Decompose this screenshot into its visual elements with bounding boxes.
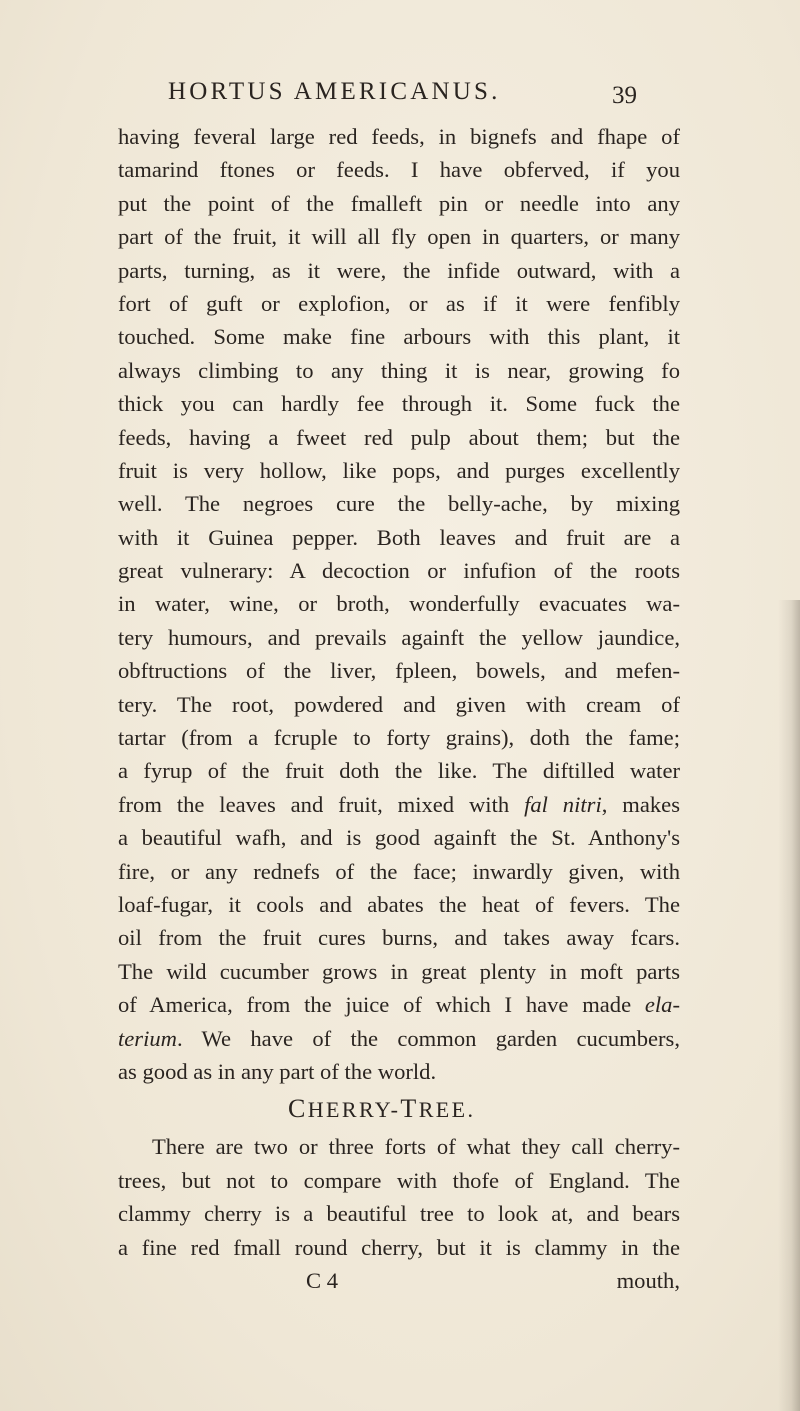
text-line: [118, 287, 680, 320]
signature-mark: C 4: [306, 1267, 339, 1293]
line-text: fort of guft or explofion, or as if it were fenfibly: [118, 290, 680, 316]
line-text: put the point of the fmalleft pin or needle into any: [118, 190, 680, 216]
text-line: [118, 454, 680, 487]
text-line: [118, 1231, 680, 1264]
text-line: [118, 988, 680, 1021]
text-line: [118, 487, 680, 520]
text-line: [118, 1022, 680, 1055]
text-line: [118, 621, 680, 654]
heading-initial: C: [288, 1094, 308, 1124]
text-line: [118, 521, 680, 554]
line-text: a fine red fmall round cherry, but it is clammy in the: [118, 1234, 680, 1260]
page-header: [168, 78, 668, 112]
line-text-after: . We have of the common garden cucumbers,: [177, 1025, 680, 1051]
line-text: oil from the fruit cures burns, and takes away fcars.: [118, 925, 680, 951]
line-text-after: , makes: [601, 791, 680, 817]
text-line: [118, 254, 680, 287]
text-line: [118, 821, 680, 854]
line-text: fire, or any rednefs of the face; inwardly given, with: [118, 858, 680, 884]
text-line: [118, 587, 680, 620]
text-line: [118, 554, 680, 587]
line-text: tery humours, and prevails againft the yellow jaundice,: [118, 624, 680, 650]
paragraph-cherry-tree: [118, 1130, 680, 1264]
running-title: HORTUS AMERICANUS.: [168, 78, 501, 105]
text-line: [118, 320, 680, 353]
line-italic-text: ela-: [644, 992, 680, 1018]
line-text: as good as in any part of the world.: [118, 1058, 437, 1084]
line-text: The wild cucumber grows in great plenty in moft parts: [118, 958, 680, 984]
text-line: [118, 921, 680, 954]
line-text: from the leaves and fruit, mixed with: [118, 791, 525, 817]
text-line: [118, 1055, 680, 1088]
line-italic-text: fal nitri: [524, 791, 602, 817]
section-heading-cherry-tree: [118, 1088, 680, 1130]
text-line: [118, 721, 680, 754]
line-text: well. The negroes cure the belly-ache, by mixing: [118, 491, 680, 517]
paragraph-wild-cucumber: [118, 120, 680, 1088]
line-text: tamarind ftones or feeds. I have obferved, if you: [118, 157, 680, 183]
line-text: in water, wine, or broth, wonderfully evacuates wa-: [118, 591, 680, 617]
line-text: having feveral large red feeds, in bignefs and fhape of: [118, 124, 680, 149]
line-text: obftructions of the liver, fpleen, bowels, and mefen-: [118, 658, 680, 684]
line-text: a beautiful wafh, and is good againft the St. Anthony's: [118, 825, 680, 851]
line-text: There are two or three forts of what they call cherry-: [152, 1134, 680, 1160]
page-edge-shadow: [778, 600, 800, 1411]
line-text: a fyrup of the fruit doth the like. The diftilled water: [118, 758, 680, 784]
line-text: thick you can hardly fee through it. Some fuck the: [118, 391, 680, 417]
line-text: of America, from the juice of which I have made: [118, 992, 645, 1018]
line-text: clammy cherry is a beautiful tree to look at, and bears: [118, 1201, 680, 1227]
text-line: [118, 955, 680, 988]
text-line: [118, 855, 680, 888]
line-text: touched. Some make fine arbours with this plant, it: [118, 324, 680, 350]
text-line: [118, 120, 680, 153]
text-line: [118, 1164, 680, 1197]
line-text: fruit is very hollow, like pops, and purges excellently: [118, 457, 680, 483]
line-italic-text: terium: [118, 1025, 177, 1051]
text-line: [118, 354, 680, 387]
line-text: feeds, having a fweet red pulp about them; but the: [118, 424, 680, 450]
line-text: tartar (from a fcruple to forty grains), doth the fame;: [118, 725, 680, 751]
heading-rest-2: REE.: [418, 1097, 476, 1123]
line-text: trees, but not to compare with thofe of England. The: [118, 1167, 680, 1193]
text-line: [118, 187, 680, 220]
text-line: [118, 888, 680, 921]
text-line: [118, 1197, 680, 1230]
text-line: [118, 387, 680, 420]
line-text: part of the fruit, it will all fly open in quarters, or many: [118, 224, 680, 250]
line-text: great vulnerary: A decoction or infufion of the roots: [118, 558, 680, 584]
text-line: [118, 688, 680, 721]
text-line: [118, 220, 680, 253]
text-line: [118, 153, 680, 186]
text-line: [118, 788, 680, 821]
body-text: [118, 120, 680, 1297]
text-line: [118, 1130, 680, 1163]
line-text: tery. The root, powdered and given with cream of: [118, 691, 680, 717]
text-line: [118, 754, 680, 787]
heading-initial-2: T: [400, 1094, 419, 1124]
page-number: 39: [612, 82, 637, 109]
line-text: loaf-fugar, it cools and abates the heat of fevers. The: [118, 891, 680, 917]
heading-rest: HERRY-: [307, 1097, 401, 1123]
line-text: always climbing to any thing it is near, growing fo: [118, 357, 680, 383]
catchword: mouth,: [616, 1267, 680, 1293]
text-line: [118, 654, 680, 687]
line-text: with it Guinea pepper. Both leaves and fruit are a: [118, 524, 680, 550]
line-text: parts, turning, as it were, the infide outward, with a: [118, 257, 680, 283]
page-footer: [118, 1264, 680, 1297]
text-line: [118, 421, 680, 454]
